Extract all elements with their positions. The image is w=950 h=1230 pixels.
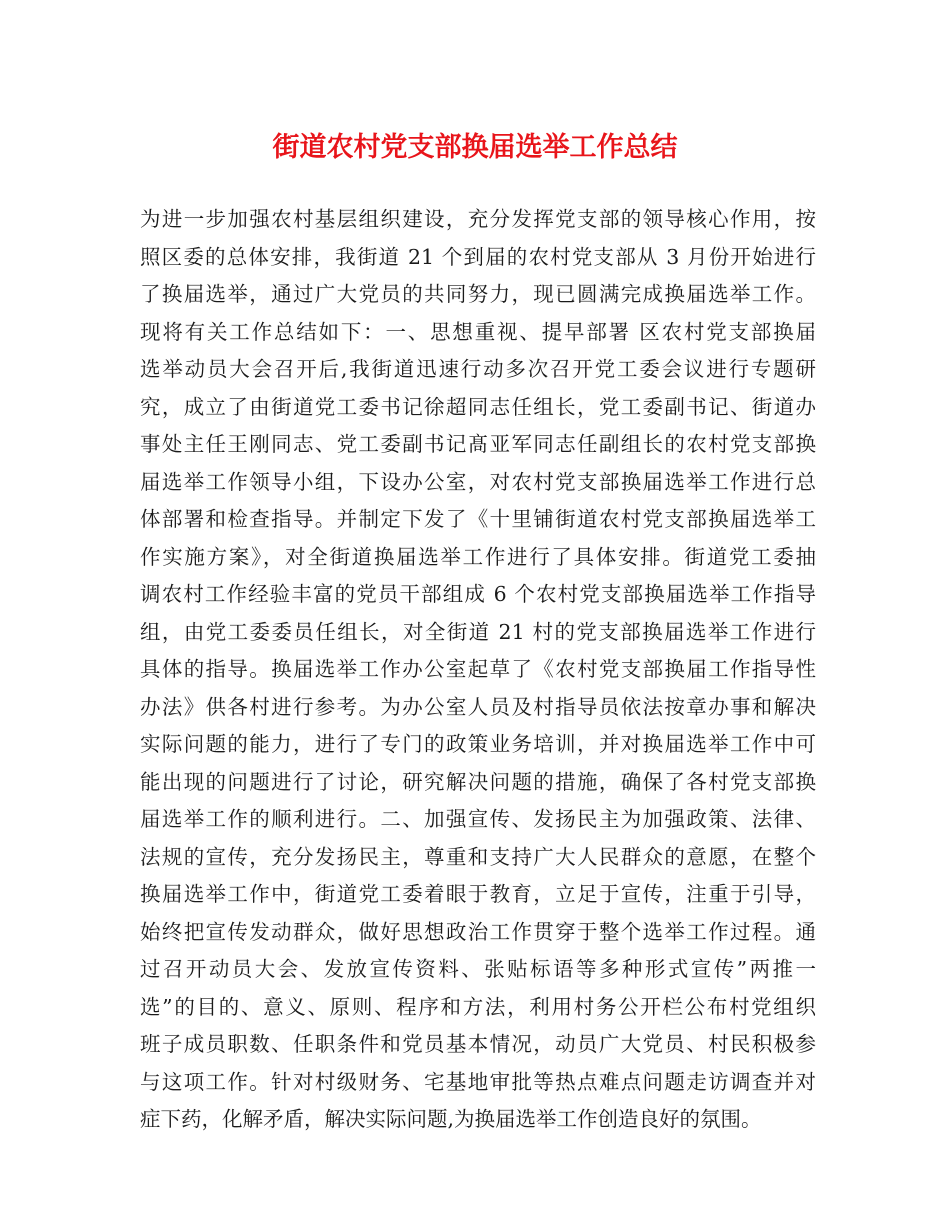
body-text-line: 换届选举工作中，街道党工委着眼于教育，立足于宣传，注重于引导， xyxy=(140,882,816,906)
body-text-line: 具体的指导。换届选举工作办公室起草了《农村党支部换届工作指导性 xyxy=(140,657,816,681)
body-text-line: 实际问题的能力，进行了专门的政策业务培训，并对换届选举工作中可 xyxy=(140,732,816,756)
body-text-line: 始终把宣传发动群众，做好思想政治工作贯穿于整个选举工作过程。通 xyxy=(140,919,816,944)
body-text-line: 究，成立了由街道党工委书记徐超同志任组长，党工委副书记、街道办 xyxy=(140,394,816,419)
document-title: 街道农村党支部换届选举工作总结 xyxy=(272,132,678,163)
body-text-line: 与这项工作。针对村级财务、宅基地审批等热点难点问题走访调查并对 xyxy=(140,1069,816,1094)
body-text-line: 照区委的总体安排，我街道 21 个到届的农村党支部从 3 月份开始进行 xyxy=(140,244,816,269)
body-text-line: 为进一步加强农村基层组织建设，充分发挥党支部的领导核心作用，按 xyxy=(140,207,816,231)
body-text-line: 班子成员职数、任职条件和党员基本情况，动员广大党员、村民积极参 xyxy=(140,1032,816,1056)
body-text-line: 了换届选举，通过广大党员的共同努力，现已圆满完成换届选举工作。 xyxy=(140,282,816,306)
body-text-line: 法规的宣传，充分发扬民主，尊重和支持广大人民群众的意愿，在整个 xyxy=(140,844,816,869)
body-text-line: 事处主任王刚同志、党工委副书记髙亚军同志任副组长的农村党支部换 xyxy=(140,432,816,456)
body-text-line: 作实施方案》，对全街道换届选举工作进行了具体安排。街道党工委抽 xyxy=(140,544,816,569)
body-text-line: 选举动员大会召开后,我街道迅速行动多次召开党工委会议进行专题研 xyxy=(140,357,816,381)
body-text-line: 体部署和检查指导。并制定下发了《十里铺街道农村党支部换届选举工 xyxy=(140,507,816,531)
body-text-line: 症下药，化解矛盾，解决实际问题,为换届选举工作创造良好的氛围。 xyxy=(140,1107,762,1131)
body-text-line: 能出现的问题进行了讨论，研究解决问题的措施，确保了各村党支部换 xyxy=(140,769,816,794)
body-text-line: 届选举工作的顺利进行。二、加强宣传、发扬民主为加强政策、法律、 xyxy=(140,807,816,831)
body-text-line: 选”的目的、意义、原则、程序和方法，利用村务公开栏公布村党组织 xyxy=(140,994,816,1019)
body-text-line: 届选举工作领导小组，下设办公室，对农村党支部换届选举工作进行总 xyxy=(140,469,816,494)
body-text-line: 调农村工作经验丰富的党员干部组成 6 个农村党支部换届选举工作指导 xyxy=(140,582,816,606)
body-text-line: 现将有关工作总结如下：一、思想重视、提早部署 区农村党支部换届 xyxy=(140,319,816,344)
body-text-line: 过召开动员大会、发放宣传资料、张贴标语等多种形式宣传”两推一 xyxy=(140,957,816,981)
body-text-line: 办法》供各村进行参考。为办公室人员及村指导员依法按章办事和解决 xyxy=(140,694,816,719)
body-text-line: 组，由党工委委员任组长，对全街道 21 村的党支部换届选举工作进行 xyxy=(140,619,816,644)
document-body xyxy=(140,201,816,1139)
